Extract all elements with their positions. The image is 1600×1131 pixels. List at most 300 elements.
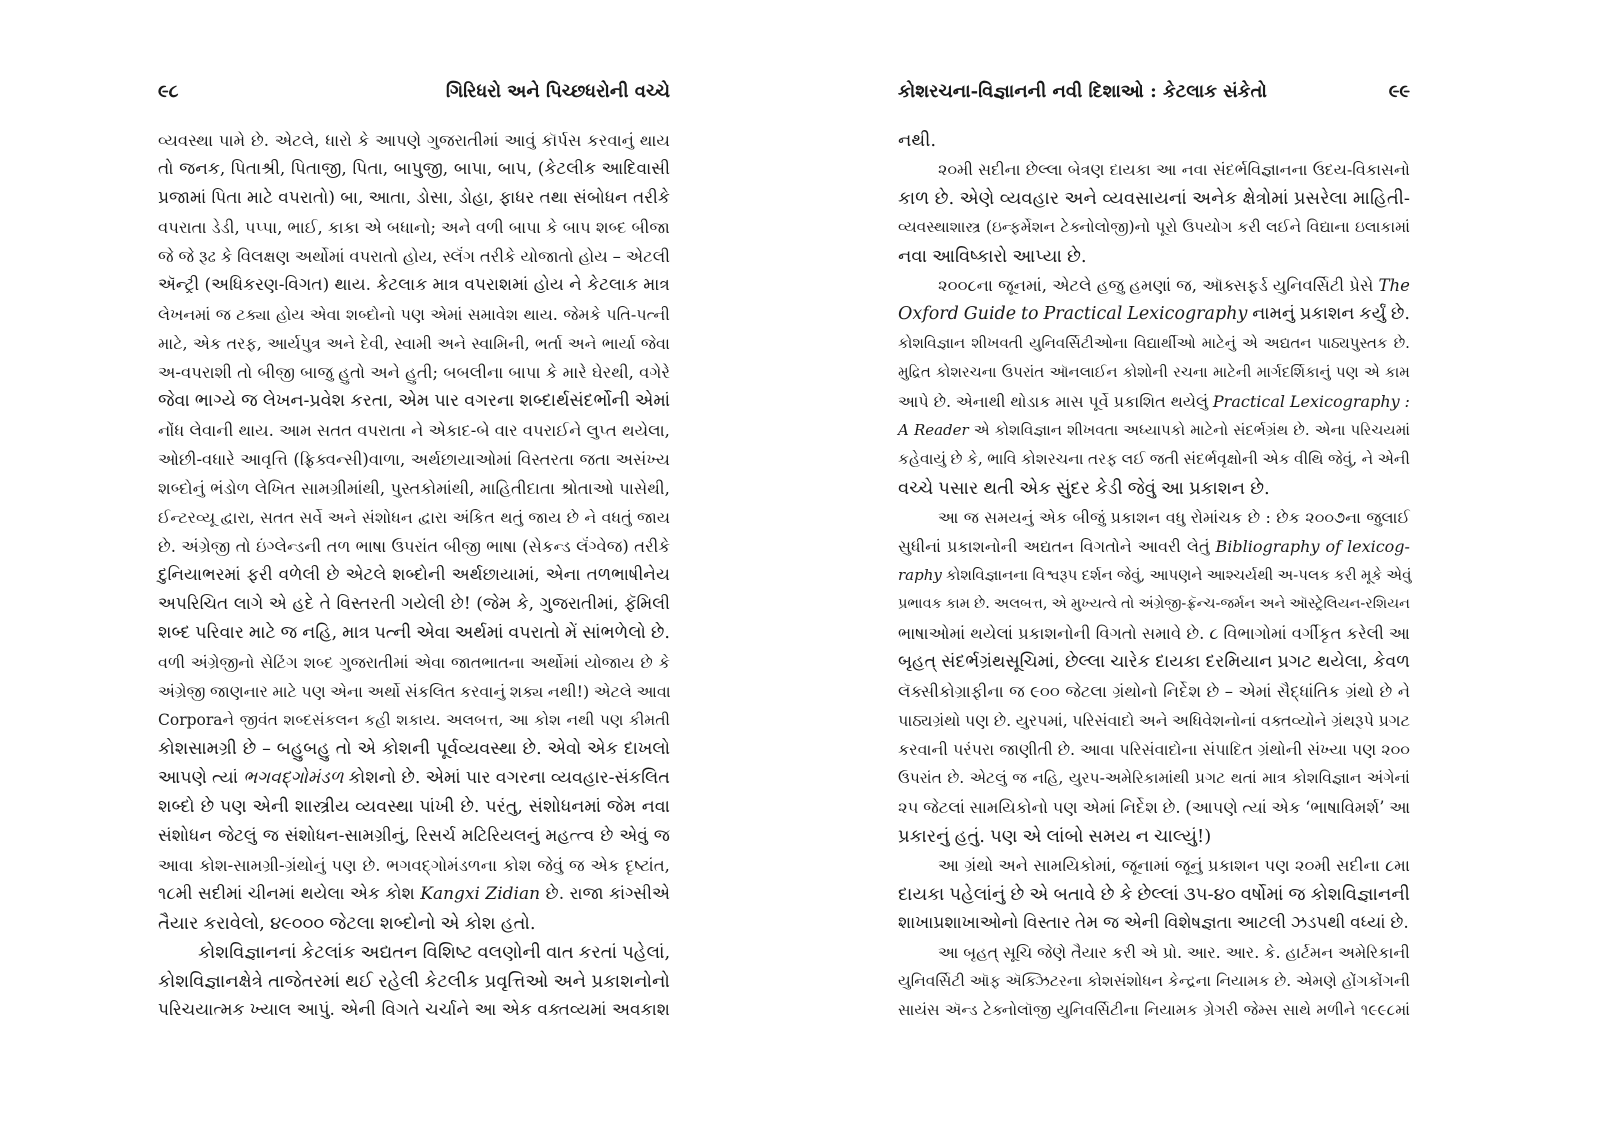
word: પ્રસરેલા	[1293, 188, 1348, 209]
word: આ	[1156, 160, 1177, 179]
text-line	[898, 822, 1410, 851]
word: અ-પલક	[1277, 566, 1330, 584]
word: ચાલ્યું!)	[1154, 826, 1212, 847]
word: lexicog-	[1346, 537, 1410, 556]
word: એક	[192, 334, 222, 353]
word: સદીમાં	[198, 884, 243, 904]
word: ૯૦૦	[1030, 682, 1060, 701]
word: એની	[340, 1000, 376, 1020]
word: કરી	[1237, 218, 1261, 236]
word: વધતું	[601, 508, 632, 527]
word: લૅંગ્વેજ)	[576, 537, 629, 556]
word: પણ	[599, 711, 624, 729]
word: પ્રકારનું	[898, 826, 950, 847]
word: દાયકા	[898, 884, 945, 905]
text-line	[898, 619, 1410, 648]
word: પાઠ્યપુસ્તક	[1317, 334, 1388, 352]
text-line	[898, 561, 1410, 590]
word: કે	[357, 131, 370, 150]
word: નહિ,	[302, 623, 338, 643]
word: કોશ	[502, 856, 532, 875]
text-line	[158, 996, 670, 1025]
word: શબ્દાર્થસંદર્ભોની	[519, 391, 630, 411]
word: થતું	[500, 508, 524, 527]
word: થતાં	[1230, 769, 1257, 787]
word: જ	[262, 826, 279, 846]
word: પતિ-પત્ની	[606, 305, 670, 324]
word: થતી	[983, 478, 1015, 499]
word: પત્ની	[374, 623, 412, 643]
word: વિસ્તાર	[1023, 913, 1071, 933]
text-line	[898, 909, 1410, 938]
word: શબ્દોનું	[158, 479, 205, 498]
word: યુનિવર્સિટીના	[1056, 1001, 1139, 1019]
word: –	[262, 739, 271, 759]
word: દ્વારા	[418, 508, 448, 527]
word: પ્રગટ	[1277, 652, 1312, 672]
word: એટલે	[593, 682, 633, 701]
text-line	[898, 329, 1410, 358]
word: અને	[370, 363, 400, 382]
word: તરીકે	[479, 247, 516, 266]
word: વિગતે	[381, 1000, 420, 1020]
text-line	[898, 532, 1410, 561]
word: ડોહા,	[458, 188, 494, 208]
word: પ્રકાશન	[1110, 508, 1161, 527]
word: માટે	[272, 682, 297, 701]
word: યુનિવર્સિટી	[898, 972, 965, 990]
word: આર.	[1187, 943, 1221, 962]
word: એ	[357, 739, 377, 759]
text-line	[158, 764, 670, 793]
word: દરમિયાન	[1205, 652, 1273, 672]
text-line	[898, 503, 1410, 532]
word: બધાનો;	[386, 218, 437, 237]
word: થાય.	[334, 275, 372, 295]
word: અર્થોમાં	[530, 653, 579, 672]
word: થઈ	[345, 971, 373, 992]
word: હતો.	[500, 913, 536, 934]
word: કેડી	[1094, 478, 1123, 499]
word: માત્ર	[1262, 769, 1287, 787]
word: આશ્ચર્યથી	[1206, 566, 1274, 584]
word: છે	[1206, 682, 1220, 701]
word: જાણીતી	[999, 740, 1053, 759]
word: જૂનું	[1174, 856, 1203, 875]
word: ઘેરથી,	[592, 363, 634, 382]
text-line	[898, 967, 1410, 996]
word: આપણે	[158, 768, 207, 788]
word: નવા	[898, 246, 928, 267]
word: તૈયાર	[1071, 943, 1108, 962]
word: થયેલા,	[1316, 652, 1368, 672]
text-line	[158, 822, 670, 851]
word: તાજેતરમાં	[268, 971, 340, 992]
word: નોંધ	[158, 421, 185, 440]
word: શબ્દોની	[392, 565, 446, 585]
text-line	[898, 735, 1410, 764]
word: છે.	[1186, 624, 1205, 643]
word: માસ	[1055, 392, 1084, 411]
word: શબ્દ	[303, 653, 334, 672]
word: હોય,	[402, 247, 438, 266]
word: –	[1224, 682, 1233, 701]
word: એના	[330, 682, 363, 701]
word: પ્રગટ	[1194, 769, 1226, 787]
word: ૨૦૦૮ના	[938, 276, 993, 295]
word: કોશ	[385, 884, 415, 904]
word: બા,	[340, 188, 364, 208]
word: છેક	[1276, 508, 1300, 527]
word: પણ	[220, 797, 247, 817]
word: દાયકા	[1155, 652, 1201, 672]
word: કેટલીક	[424, 971, 480, 992]
word: ૮	[1209, 624, 1219, 643]
word: Reader	[913, 421, 969, 439]
word: ગયેલી	[401, 594, 446, 614]
word: દૃષ્ટાંત,	[625, 856, 670, 875]
word: કાકા	[327, 218, 360, 237]
word: રહેલી	[378, 971, 420, 992]
word: છે.	[933, 392, 952, 411]
text-line	[158, 503, 670, 532]
word: વીથિ	[1294, 450, 1324, 468]
text-line	[898, 387, 1410, 416]
word: થયેલા	[300, 884, 345, 904]
word: આટલી	[1236, 913, 1287, 933]
word: of	[1325, 537, 1342, 556]
word: આવૃત્તિ	[240, 450, 288, 469]
word: તરીકે	[634, 537, 670, 556]
word: વ્યવહાર-સંકલિત	[550, 768, 670, 788]
word: વિશિષ્ટ	[422, 942, 473, 963]
word: આવિષ્કારો	[932, 246, 1008, 267]
running-head: ગિરિધરો અને પિચ્છધરોની વચ્ચે	[445, 81, 670, 102]
word: કેવળ	[1373, 652, 1410, 672]
text-line	[898, 793, 1410, 822]
word: મૂકે	[1360, 566, 1383, 584]
word: એટલે,	[274, 131, 320, 150]
word: વિગતો	[1095, 624, 1137, 643]
word: એવા	[416, 623, 450, 643]
word: વાત	[546, 942, 574, 963]
word: પાઠ્યગ્રંથો	[898, 711, 961, 730]
word: માહિતી-	[1352, 188, 1410, 209]
word: સામગ્રીમાંથી,	[301, 479, 386, 498]
word: ગ્રંથો	[964, 856, 994, 875]
text-line	[898, 764, 1410, 793]
word: સંશોધનમાં	[528, 797, 602, 817]
word: શાસ્ત્રીય	[294, 797, 350, 817]
word: કોશરચના	[1020, 450, 1084, 468]
word: પામે	[218, 131, 246, 150]
word: એ	[1029, 884, 1049, 905]
word: જનક,	[179, 159, 226, 179]
word: પ્રેસે	[1349, 276, 1374, 295]
word: સમાવેશ	[467, 305, 519, 324]
word: ગુજરાતીમાં	[426, 131, 499, 150]
word: તેમ	[1074, 913, 1099, 933]
text-line	[898, 300, 1410, 329]
word: જ	[963, 508, 979, 527]
word: સમયનું	[984, 508, 1034, 527]
text-line	[158, 126, 670, 155]
word: શીખવતા	[1067, 421, 1119, 439]
word: પ્રકાશિત	[1113, 392, 1166, 411]
word: એમાં	[1238, 682, 1272, 701]
word: તો	[237, 363, 253, 382]
word: પ્રકાશનોનો	[591, 971, 670, 992]
word: ઓછી-વધારે	[158, 450, 235, 469]
word: Oxford	[898, 304, 959, 324]
word: માટે	[246, 188, 274, 208]
word: છે	[566, 508, 579, 527]
word: ઉપરાંત	[391, 537, 439, 556]
text-line	[158, 387, 670, 416]
word: અને	[998, 856, 1029, 875]
word: એની	[252, 797, 290, 817]
word: ભાષા	[355, 537, 387, 556]
word: આર.	[1225, 943, 1260, 962]
word: ગ્રેગરી	[1203, 1001, 1239, 1019]
word: છે.	[1066, 246, 1087, 267]
word: અલબત્ત,	[993, 596, 1048, 612]
word: દુનિયાભરમાં	[158, 565, 241, 585]
word: છે	[600, 826, 614, 846]
word: સુધીનાં	[898, 537, 941, 556]
word: (ફ્રિક્વન્સી)વાળા,	[293, 450, 406, 469]
word: ભર્તા	[535, 334, 563, 353]
word: Lexicography	[1289, 392, 1400, 411]
word: હતું.	[954, 826, 986, 847]
word: કે	[1119, 884, 1133, 905]
word: ટક્યા	[236, 305, 271, 324]
word: એ	[1140, 943, 1158, 962]
word: છે.	[362, 856, 381, 875]
word: કરી	[1334, 566, 1357, 584]
word: સંદર્ભગ્રંથસૂચિમાં,	[941, 652, 1060, 672]
word: યોજાય	[584, 653, 635, 672]
word: આપણે	[375, 131, 422, 150]
word: પ્રવૃત્તિઓ	[484, 971, 549, 992]
word: અદ્યતન	[1263, 334, 1312, 352]
text-line	[158, 474, 670, 503]
word: સંદર્ભવૃક્ષોની	[1183, 450, 1258, 468]
word: કોશોની	[1122, 363, 1168, 381]
word: કે,	[966, 450, 983, 468]
word: ભાગ્યે	[194, 391, 236, 411]
word: તળભાષીનેય	[586, 565, 670, 585]
word: હોંગકોંગની	[1341, 972, 1410, 990]
word: એક	[587, 739, 618, 759]
word: છે.	[993, 711, 1012, 730]
word: એણે	[959, 188, 995, 209]
word: to	[1021, 304, 1039, 324]
word: શબ્દોનો	[345, 305, 396, 324]
word: કોશસામગ્રી	[158, 739, 237, 759]
paragraph	[898, 155, 1410, 271]
word: પહેલાં,	[622, 942, 671, 963]
word: રાજા	[569, 884, 604, 904]
word: લેતું	[1186, 537, 1210, 556]
word: બાપ,	[497, 159, 533, 179]
word: ભગવદ્ગોમંડળના	[386, 856, 498, 875]
text-line	[158, 329, 670, 358]
word: પણ	[331, 856, 357, 875]
word: (કેટલીક	[537, 159, 596, 179]
word: વળી	[475, 218, 504, 237]
word: ઈન્ટરવ્યૂ	[158, 508, 216, 527]
word: વપરાતો)	[278, 188, 335, 208]
word: જેટલાં	[923, 798, 965, 817]
word: પણ	[1264, 856, 1290, 875]
word: બૃહત્	[963, 943, 999, 962]
word: અધ્યાપકો	[1123, 421, 1186, 439]
word: ક્ષેત્રોમાં	[1242, 188, 1289, 209]
text-line	[898, 242, 1410, 271]
word: અલબત્ત,	[446, 711, 504, 729]
text-line	[158, 880, 670, 909]
word: લેખન-પ્રવેશ	[262, 391, 346, 411]
word: નથી.	[898, 130, 937, 151]
word: આ	[938, 856, 959, 875]
word: ૨૦૦	[1381, 740, 1410, 759]
text-line	[898, 445, 1410, 474]
word: કાંગ્સીએ	[609, 884, 670, 904]
word: છે!	[450, 594, 471, 614]
word: છેલ્લા	[1025, 160, 1063, 179]
word: છે.	[1390, 304, 1410, 324]
word: મુખ્યત્વે	[1070, 596, 1117, 612]
word: ને	[410, 421, 424, 440]
word: કામ	[945, 596, 970, 612]
word: ત્યાં	[1242, 798, 1267, 817]
word: આ	[508, 711, 529, 729]
word: કોશ	[534, 711, 561, 729]
word: એવા	[414, 653, 446, 672]
word: નિર્દેશ	[1163, 682, 1202, 701]
word: મળીને	[1316, 1001, 1356, 1019]
word: પરિસંવાદોના	[1119, 740, 1198, 759]
word: ગુજરાતીમાં	[339, 653, 409, 672]
word: વપરાતા	[357, 421, 406, 440]
word: સતત	[316, 421, 353, 440]
word: તો	[335, 739, 352, 759]
word: આમ	[279, 421, 312, 440]
word: કે	[658, 653, 670, 672]
word: (અધિકરણ-વિગત)	[204, 275, 330, 295]
word: પરિસંવાદો	[1072, 711, 1135, 730]
word: ઉદય-વિકાસનો	[1312, 160, 1410, 179]
word: પણ	[301, 682, 326, 701]
word: વક્તવ્યમાં	[537, 1000, 607, 1020]
text-line	[158, 648, 670, 677]
word: એટલે	[345, 565, 387, 585]
word: એટલી	[625, 247, 670, 266]
word: એકાદ-બે	[428, 421, 490, 440]
word: ૨૦મી	[1294, 856, 1331, 875]
word: કે	[546, 218, 558, 237]
word: ખ્યાલ	[250, 1000, 292, 1020]
word: પૂર્વે	[1088, 392, 1109, 411]
word: એક	[1271, 798, 1301, 817]
word: છેલ્લાં	[1137, 884, 1179, 905]
word: તરફ	[1087, 450, 1118, 468]
word: વળી	[158, 653, 186, 672]
word: લૅક્સીકોગ્રાફીના	[898, 682, 1004, 701]
word: ગ્રંથરૂપે	[1331, 711, 1375, 730]
word: Bibliography	[1215, 537, 1320, 556]
text-line	[158, 735, 670, 764]
word: તરફ,	[226, 334, 262, 353]
word: બાપ	[562, 218, 591, 237]
text-line	[898, 271, 1410, 300]
word: ૪૯૦૦૦	[269, 913, 325, 934]
word: લાંબો	[1046, 826, 1084, 847]
word: અમેરિકાની	[1338, 943, 1410, 962]
word: જેટલા	[329, 913, 375, 934]
word: ઇંગ્લેન્ડની	[255, 537, 322, 556]
text-line	[898, 213, 1410, 242]
word: લઈને	[1265, 218, 1302, 236]
word: ડેડી,	[211, 218, 240, 237]
word: પ્રકાશનોની	[946, 537, 1018, 556]
word: આવા	[1080, 740, 1115, 759]
word: ફાધર	[498, 188, 535, 208]
word: ઇલાકામાં	[1354, 218, 1410, 236]
word: છે	[950, 450, 963, 468]
word: જેવા	[640, 334, 670, 353]
word: યુનિવર્સિટીઓના	[1029, 334, 1128, 352]
word: ભાવિ	[987, 450, 1017, 468]
word: અપરિચિત	[158, 594, 229, 614]
word: જાય	[528, 508, 562, 527]
word: અવકાશ	[612, 1000, 670, 1020]
word: વિલક્ષણ	[237, 247, 291, 266]
word: સંદર્ભવિજ્ઞાનના	[1212, 160, 1308, 179]
word: ભગવદ્ગોમંડળ	[243, 768, 344, 788]
word: The	[1378, 276, 1410, 295]
word: બાજુ	[300, 363, 334, 382]
word: આવરી	[1137, 537, 1181, 556]
word: જાતભાતના	[450, 653, 525, 672]
word: નવા	[1181, 160, 1208, 179]
word: છે.	[522, 739, 542, 759]
word: શકાય.	[396, 711, 441, 729]
word: યુરપમાં,	[1015, 711, 1068, 730]
left-page-header	[158, 78, 670, 106]
word: છે.	[1390, 913, 1409, 933]
word: ઑફ	[969, 972, 1001, 990]
word: જ	[1009, 682, 1025, 701]
word: ૨૫	[898, 798, 919, 817]
word: એવું	[1386, 566, 1412, 584]
word: હદે	[292, 594, 315, 614]
word: પૂરો	[1155, 218, 1178, 236]
word: કાળ	[898, 188, 930, 209]
text-line	[158, 909, 670, 938]
text-line	[158, 967, 670, 996]
word: ટેક્નોલૉજી	[982, 1001, 1052, 1019]
word: અર્થોમાં	[294, 247, 345, 266]
word: સંપાદિત	[1202, 740, 1253, 759]
word: તરીકે	[632, 188, 670, 208]
word: જ,	[1176, 276, 1198, 295]
paragraph	[898, 126, 1410, 155]
word: અંગ્રેજી	[158, 682, 206, 701]
word: સાયંસ	[898, 1001, 940, 1019]
word: આ	[938, 508, 959, 527]
